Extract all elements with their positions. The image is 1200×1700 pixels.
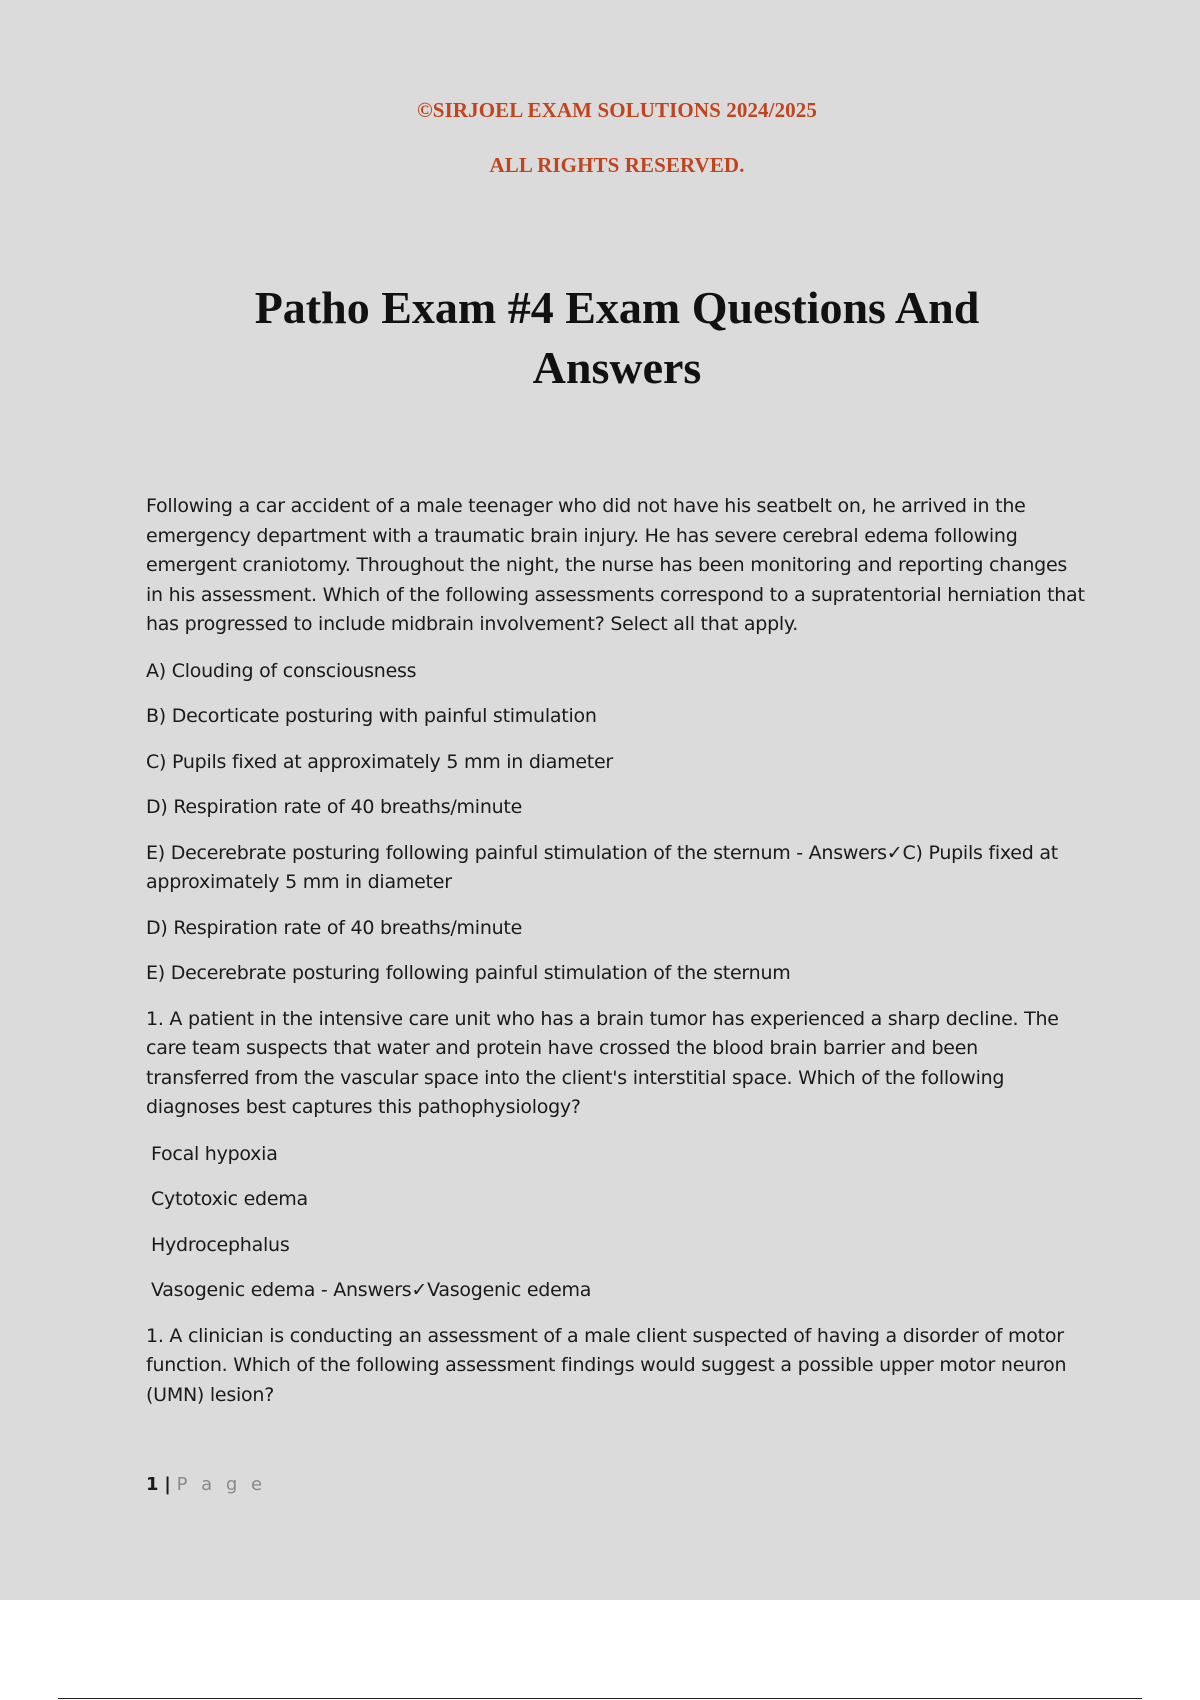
question-3-stem: 1. A clinician is conducting an assessment of a male client suspected of having a disorder of motor function. Which of the following assessment findings would suggest a possible upper motor neuron (UMN) lesion? (146, 1324, 1067, 1406)
page-footer (146, 1474, 266, 1495)
question-1-answer-item: E) Decerebrate posturing following painful stimulation of the sternum (146, 962, 791, 984)
question-1-option-with-answer: E) Decerebrate posturing following painful stimulation of the sternum - Answers✓C) Pupils fixed at approximately 5 mm in diameter (146, 841, 1058, 893)
question-1-answer-item: D) Respiration rate of 40 breaths/minute (146, 916, 523, 939)
document-title (150, 278, 1084, 398)
question-2-option: Cytotoxic edema (151, 1188, 308, 1210)
document-title-line2: Answers (532, 342, 702, 393)
copyright-notice: ©SIRJOEL EXAM SOLUTIONS 2024/2025 (417, 98, 817, 122)
rights-reserved-notice: ALL RIGHTS RESERVED. (489, 153, 745, 177)
question-2-stem: 1. A patient in the intensive care unit who has a brain tumor has experienced a sharp decline. The care team suspects that water and protein have crossed the blood brain barrier and been transferred from the vascular space into the client's interstitial space. Which of the following diagnoses best captures this pathophysiology? (146, 1007, 1059, 1118)
page-label: P a g e (176, 1474, 267, 1495)
next-page-rule (58, 1698, 1142, 1699)
question-1-option: B) Decorticate posturing with painful stimulation (146, 705, 597, 727)
page-separator: | (164, 1474, 171, 1495)
question-1-option: A) Clouding of consciousness (146, 659, 417, 682)
document-title-line1: Patho Exam #4 Exam Questions And (254, 282, 980, 333)
question-2-option: Focal hypoxia (151, 1142, 278, 1165)
question-1-option: D) Respiration rate of 40 breaths/minute (146, 796, 523, 818)
question-2-option-with-answer: Vasogenic edema - Answers✓Vasogenic edema (151, 1279, 592, 1301)
question-1-option: C) Pupils fixed at approximately 5 mm in diameter (146, 750, 613, 773)
page-number: 1 (146, 1474, 159, 1495)
document-body (146, 492, 1086, 1427)
question-2-option: Hydrocephalus (151, 1233, 290, 1256)
question-1-stem: Following a car accident of a male teenager who did not have his seatbelt on, he arrived in the emergency department with a traumatic brain injury. He has severe cerebral edema following emergent craniotomy. Throughout the night, the nurse has been monitoring and reporting changes in his assessment. Which of the following assessments correspond to a supratentorial herniation that has progressed to include midbrain involvement? Select all that apply. (146, 495, 1085, 635)
